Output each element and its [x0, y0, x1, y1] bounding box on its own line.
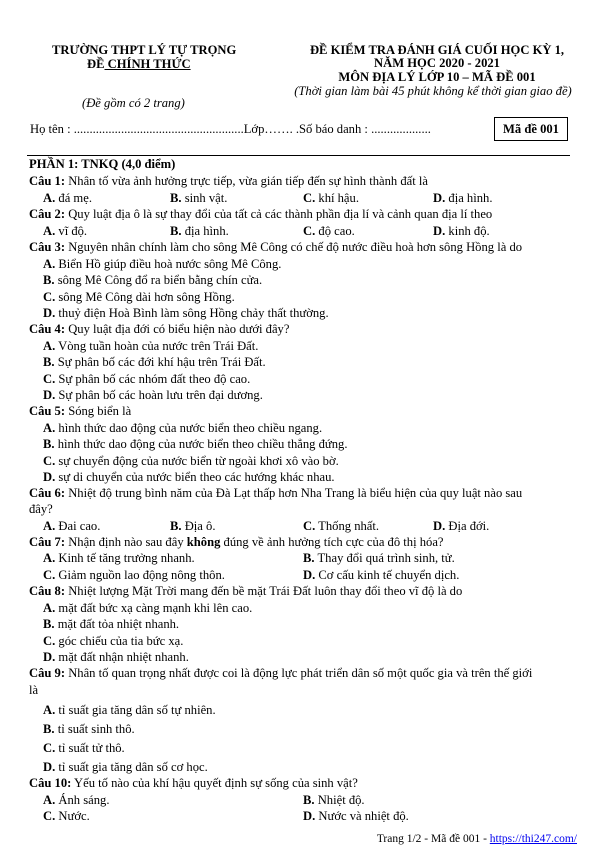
option-a[interactable] — [43, 421, 322, 436]
option-d[interactable] — [43, 306, 329, 321]
text: địa hình. — [181, 224, 229, 238]
source-link[interactable]: https://thi247.com/ — [489, 833, 577, 845]
text: Nhân tố vừa ảnh hưởng trực tiếp, vừa gián tiếp đến sự hình thành đất là — [65, 174, 428, 188]
text: Quy luật địa đới có biểu hiện nào dưới đây? — [65, 322, 290, 336]
option-key: C. — [303, 224, 316, 238]
school-name: TRƯỜNG THPT LÝ TỰ TRỌNG — [52, 43, 237, 57]
option-d[interactable] — [43, 388, 263, 403]
option-d[interactable] — [43, 650, 189, 665]
text: Nhân tố quan trọng nhất được coi là động lực phát triển dân số một quốc gia và trên thế giới — [65, 666, 533, 680]
option-a[interactable] — [43, 224, 87, 239]
question-1 — [29, 174, 428, 189]
option-key: A. — [43, 551, 56, 565]
text: Đai cao. — [55, 519, 101, 533]
question-9-continued: là — [29, 683, 39, 697]
option-d[interactable] — [433, 224, 490, 239]
text: Nhiệt độ. — [314, 793, 365, 807]
option-a[interactable] — [43, 519, 100, 534]
option-key: D. — [433, 224, 446, 238]
option-key: C. — [303, 519, 316, 533]
exam-title: ĐỀ KIỂM TRA ĐÁNH GIÁ CUỐI HỌC KỲ 1, — [309, 43, 565, 57]
text: vĩ độ. — [55, 224, 88, 238]
official-prefix: ĐỀ — [87, 57, 105, 71]
subject-title: MÔN ĐỊA LÝ LỚP 10 – MÃ ĐỀ 001 — [338, 70, 536, 84]
option-c[interactable] — [43, 634, 183, 649]
option-key: D. — [303, 568, 316, 582]
question-2 — [29, 207, 492, 222]
option-b[interactable] — [170, 519, 216, 534]
question-6-continued: đây? — [29, 502, 53, 516]
student-info-line[interactable]: Họ tên : ......................................................Lớp……. .Số báo danh : ................... — [30, 122, 431, 136]
text: sinh vật. — [181, 191, 228, 205]
option-key: B. — [43, 617, 55, 631]
emphasis-not: không — [186, 535, 221, 549]
option-a[interactable] — [43, 551, 195, 566]
option-c[interactable] — [303, 191, 359, 206]
option-key: A. — [43, 339, 56, 353]
text: tỉ suất sinh thô. — [54, 722, 135, 736]
text: đúng về ảnh hưởng tích cực của đô thị hóa? — [220, 535, 444, 549]
option-b[interactable] — [43, 437, 348, 452]
option-b[interactable] — [170, 191, 227, 206]
section-title: PHẦN 1: TNKQ (4,0 điểm) — [29, 157, 176, 171]
option-key: B. — [43, 437, 55, 451]
text: tỉ suất gia tăng dân số cơ học. — [55, 760, 208, 774]
question-label: Câu 9: — [29, 666, 66, 680]
question-label: Câu 10: — [29, 776, 72, 790]
option-b[interactable] — [303, 793, 365, 808]
option-key: C. — [303, 191, 316, 205]
option-c[interactable] — [43, 454, 339, 469]
option-key: D. — [433, 191, 446, 205]
option-b[interactable] — [43, 355, 266, 370]
text: Nhiệt độ trung bình năm của Đà Lạt thấp hơn Nha Trang là biểu hiện của quy luật nào sau — [65, 486, 523, 500]
option-key: B. — [303, 793, 315, 807]
pages-note: (Đề gồm có 2 trang) — [82, 96, 185, 110]
text: mặt đất bức xạ càng mạnh khi lên cao. — [55, 601, 253, 615]
option-key: D. — [43, 470, 56, 484]
text: Nhiệt lượng Mặt Trời mang đến bề mặt Trái Đất luôn thay đổi theo vĩ độ là do — [65, 584, 463, 598]
text: Quy luật địa ô là sự thay đổi của tất cả các thành phần địa lí và cảnh quan địa lí theo — [65, 207, 493, 221]
question-8 — [29, 584, 462, 599]
text: Sự phân bố các đới khí hậu trên Trái Đất. — [54, 355, 266, 369]
option-c[interactable] — [43, 290, 235, 305]
option-key: D. — [43, 306, 56, 320]
divider — [27, 155, 570, 156]
option-key: D. — [433, 519, 446, 533]
option-key: C. — [43, 741, 56, 755]
option-c[interactable] — [43, 372, 250, 387]
option-key: A. — [43, 257, 56, 271]
option-key: D. — [43, 650, 56, 664]
option-key: C. — [43, 568, 56, 582]
text: độ cao. — [315, 224, 355, 238]
text: hình thức dao động của nước biển theo chiều ngang. — [55, 421, 323, 435]
option-b[interactable] — [43, 722, 135, 737]
option-key: C. — [43, 372, 56, 386]
option-key: C. — [43, 454, 56, 468]
option-b[interactable] — [43, 273, 262, 288]
text: Nước. — [55, 809, 90, 823]
option-a[interactable] — [43, 191, 92, 206]
text: tỉ suất gia tăng dân số tự nhiên. — [55, 703, 216, 717]
question-label: Câu 1: — [29, 174, 66, 188]
option-key: C. — [43, 634, 56, 648]
text: hình thức dao động của nước biển theo chiều thẳng đứng. — [54, 437, 348, 451]
text: Nước và nhiệt độ. — [315, 809, 409, 823]
option-key: D. — [303, 809, 316, 823]
text: Địa đới. — [445, 519, 490, 533]
text: Thay đổi quá trình sinh, tử. — [314, 551, 455, 565]
option-a[interactable] — [43, 339, 258, 354]
option-d[interactable] — [433, 519, 489, 534]
option-key: B. — [303, 551, 315, 565]
option-key: A. — [43, 421, 56, 435]
option-key: B. — [170, 224, 182, 238]
text: Cơ cấu kinh tế chuyển dịch. — [315, 568, 460, 582]
text: Yếu tố nào của khí hậu quyết định sự sống của sinh vật? — [71, 776, 358, 790]
question-10 — [29, 776, 358, 791]
option-key: B. — [43, 722, 55, 736]
option-b[interactable] — [43, 617, 179, 632]
text: sông Mê Công dài hơn sông Hồng. — [55, 290, 235, 304]
option-key: A. — [43, 703, 56, 717]
question-label: Câu 2: — [29, 207, 66, 221]
option-a[interactable] — [43, 257, 281, 272]
official-label — [87, 57, 191, 72]
option-c[interactable] — [43, 568, 225, 583]
option-key: A. — [43, 224, 56, 238]
time-note: (Thời gian làm bài 45 phút không kể thời gian giao đề) — [294, 84, 572, 98]
option-key: C. — [43, 809, 56, 823]
option-b[interactable] — [303, 551, 455, 566]
option-d[interactable] — [433, 191, 492, 206]
text: Giảm nguồn lao động nông thôn. — [55, 568, 225, 582]
official-rest: CHÍNH THỨC — [104, 57, 191, 71]
text: Sóng biển là — [65, 404, 132, 418]
text: mặt đất nhận nhiệt nhanh. — [55, 650, 189, 664]
question-label: Câu 5: — [29, 404, 66, 418]
text: khí hậu. — [315, 191, 359, 205]
question-label: Câu 7: — [29, 535, 66, 549]
option-key: D. — [43, 760, 56, 774]
text: Thống nhất. — [315, 519, 380, 533]
question-label: Câu 6: — [29, 486, 66, 500]
exam-code-box: Mã đề 001 — [494, 117, 568, 141]
option-d[interactable] — [303, 568, 459, 583]
text: Vòng tuần hoàn của nước trên Trái Đất. — [55, 339, 259, 353]
text: thuỷ điện Hoà Bình làm sông Hồng chảy thất thường. — [55, 306, 329, 320]
text: sự chuyển động của nước biển từ ngoài khơi xô vào bờ. — [55, 454, 339, 468]
text: tỉ suất tử thô. — [55, 741, 125, 755]
option-a[interactable] — [43, 601, 252, 616]
option-key: A. — [43, 519, 56, 533]
page-info: Trang 1/2 - Mã đề 001 - — [376, 833, 490, 845]
question-4 — [29, 322, 289, 337]
question-label: Câu 8: — [29, 584, 66, 598]
option-key: A. — [43, 793, 56, 807]
question-7 — [29, 535, 444, 550]
text: Sự phân bố các nhóm đất theo độ cao. — [55, 372, 251, 386]
option-d[interactable] — [43, 470, 335, 485]
text: góc chiếu của tia bức xạ. — [55, 634, 184, 648]
question-5 — [29, 404, 131, 419]
text: Nguyên nhân chính làm cho sông Mê Công có chế độ nước điều hoà hơn sông Hồng là do — [65, 240, 523, 254]
text: sông Mê Công đổ ra biển bằng chín cửa. — [54, 273, 263, 287]
option-c[interactable] — [303, 519, 379, 534]
text: Sự phân bố các hoàn lưu trên đại dương. — [55, 388, 263, 402]
option-c[interactable] — [303, 224, 355, 239]
option-key: D. — [43, 388, 56, 402]
option-key: B. — [43, 355, 55, 369]
question-label: Câu 3: — [29, 240, 66, 254]
option-a[interactable] — [43, 703, 216, 718]
option-b[interactable] — [170, 224, 229, 239]
text: Biển Hồ giúp điều hoà nước sông Mê Công. — [55, 257, 282, 271]
option-key: A. — [43, 191, 56, 205]
text: mặt đất tỏa nhiệt nhanh. — [54, 617, 180, 631]
text: Kinh tế tăng trưởng nhanh. — [55, 551, 195, 565]
question-9 — [29, 666, 532, 681]
option-key: B. — [43, 273, 55, 287]
text: sự di chuyển của nước biển theo các hướng khác nhau. — [55, 470, 335, 484]
option-key: B. — [170, 191, 182, 205]
school-year: NĂM HỌC 2020 - 2021 — [374, 56, 500, 70]
text: đá mẹ. — [55, 191, 92, 205]
text: kinh độ. — [445, 224, 490, 238]
option-key: B. — [170, 519, 182, 533]
option-c[interactable] — [43, 809, 90, 824]
question-6 — [29, 486, 522, 501]
question-label: Câu 4: — [29, 322, 66, 336]
page-footer — [377, 832, 577, 847]
option-key: C. — [43, 290, 56, 304]
text: Địa ô. — [181, 519, 216, 533]
text: Ánh sáng. — [55, 793, 110, 807]
text: Nhận định nào sau đây — [65, 535, 187, 549]
text: địa hình. — [445, 191, 493, 205]
question-3 — [29, 240, 522, 255]
option-a[interactable] — [43, 793, 109, 808]
option-key: A. — [43, 601, 56, 615]
option-d[interactable] — [43, 760, 208, 775]
option-c[interactable] — [43, 741, 125, 756]
option-d[interactable] — [303, 809, 409, 824]
